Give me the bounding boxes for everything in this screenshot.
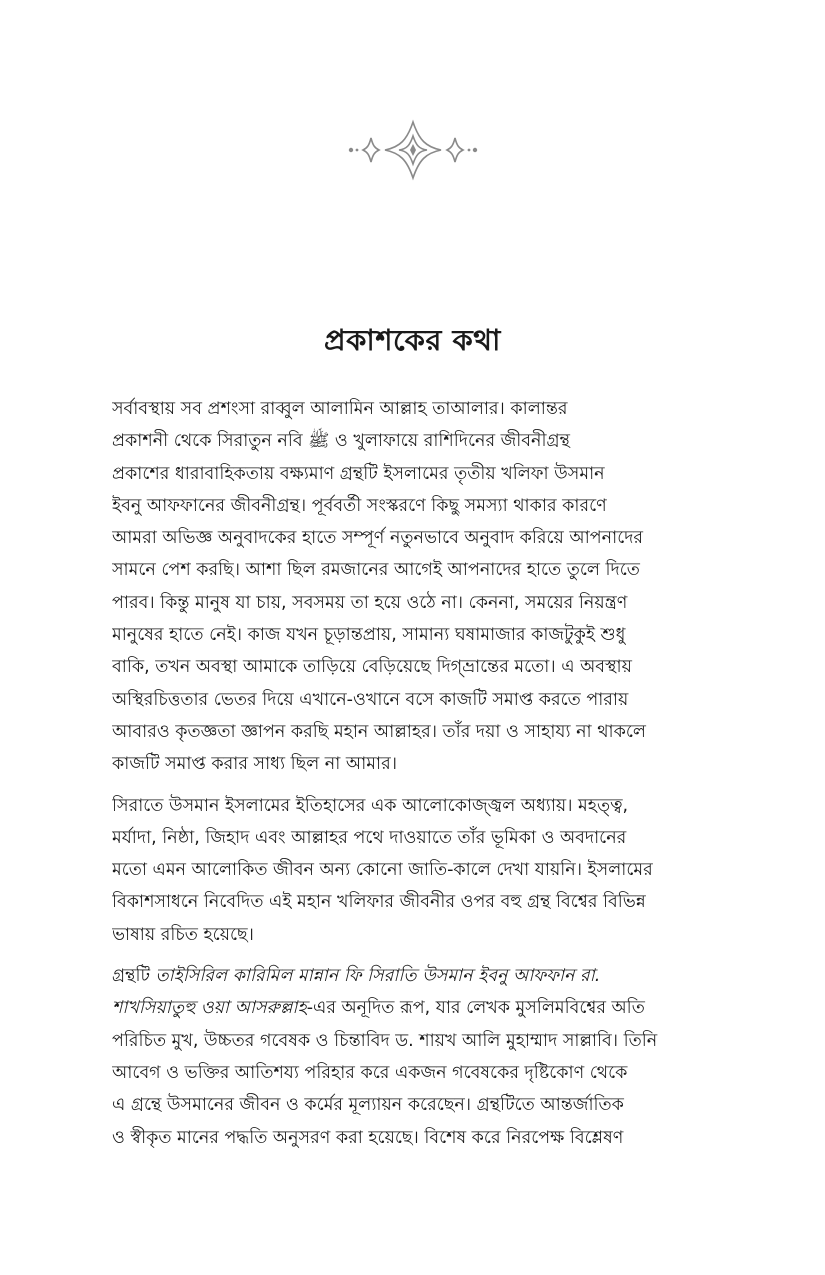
text-line: পরিচিত মুখ, উচ্চতর গবেষক ও চিন্তাবিদ ড. শায়খ আলি মুহাম্মাদ সাল্লাবি। তিনি xyxy=(112,1030,658,1051)
text-line: মানুষের হাতে নেই। কাজ যখন চূড়ান্তপ্রায়, সামান্য ঘষামাজার কাজটুকুই শুধু xyxy=(112,625,626,646)
page-title: প্রকাশকের কথা xyxy=(324,323,501,357)
text-line: ইবনু আফফানের জীবনীগ্রন্থ। পূর্ববর্তী সংস্করণে কিছু সমস্যা থাকার কারণে xyxy=(112,495,607,516)
text-segment: গ্রন্থটি xyxy=(112,966,156,987)
text-line: অস্থিরচিত্ততার ভেতর দিয়ে এখানে-ওখানে বসে কাজটি সমাপ্ত করতে পারায় xyxy=(112,689,629,710)
text-line: মতো এমন আলোকিত জীবন অন্য কোনো জাতি-কালে দেখা যায়নি। ইসলামের xyxy=(112,860,653,881)
text-line: আবেগ ও ভক্তির আতিশয্য পরিহার করে একজন গবেষকের দৃষ্টিকোণ থেকে xyxy=(112,1062,628,1083)
text-line xyxy=(112,960,717,992)
paragraph-2 xyxy=(112,790,717,951)
paragraph-1 xyxy=(112,393,717,781)
book-title-italic: শাখসিয়াতুহু ওয়া আসরুল্লাহ xyxy=(112,998,307,1019)
text-line: মর্যাদা, নিষ্ঠা, জিহাদ এবং আল্লাহর পথে দাওয়াতে তাঁর ভূমিকা ও অবদানের xyxy=(112,827,627,848)
text-line: এ গ্রন্থে উসমানের জীবন ও কর্মের মূল্যায়ন করেছেন। গ্রন্থটিতে আন্তর্জাতিক xyxy=(112,1095,624,1116)
text-line: ও স্বীকৃত মানের পদ্ধতি অনুসরণ করা হয়েছে। বিশেষ করে নিরপেক্ষ বিশ্লেষণ xyxy=(112,1127,624,1148)
text-line xyxy=(112,992,717,1024)
text-line: পারব। কিন্তু মানুষ যা চায়, সবসময় তা হয়ে ওঠে না। কেননা, সময়ের নিয়ন্ত্রণ xyxy=(112,592,628,613)
text-line: প্রকাশের ধারাবাহিকতায় বক্ষ্যমাণ গ্রন্থটি ইসলামের তৃতীয় খলিফা উসমান xyxy=(112,463,605,484)
text-line: আবারও কৃতজ্ঞতা জ্ঞাপন করছি মহান আল্লাহর। তাঁর দয়া ও সাহায্য না থাকলে xyxy=(112,721,646,742)
ornament-icon xyxy=(345,118,481,182)
paragraph-3 xyxy=(112,960,717,1154)
body-text xyxy=(112,393,717,1163)
book-title-italic: তাইসিরিল কারিমিল মান্নান ফি সিরাতি উসমান ইবনু আফফান রা. xyxy=(155,966,601,987)
text-line: বাকি, তখন অবস্থা আমাকে তাড়িয়ে বেড়িয়েছে দিগ্‌ভ্রান্তের মতো। এ অবস্থায় xyxy=(112,657,632,678)
text-line: সর্বাবস্থায় সব প্রশংসা রাব্বুল আলামিন আল্লাহ তাআলার। কালান্তর xyxy=(112,399,568,419)
text-line: বিকাশসাধনে নিবেদিত এই মহান খলিফার জীবনীর ওপর বহু গ্রন্থ বিশ্বের বিভিন্ন xyxy=(112,892,646,913)
text-line: সিরাতে উসমান ইসলামের ইতিহাসের এক আলোকোজ্জ্বল অধ্যায়। মহত্ত্ব, xyxy=(112,795,629,816)
text-line: কাজটি সমাপ্ত করার সাধ্য ছিল না আমার। xyxy=(112,754,397,775)
text-line: প্রকাশনী থেকে সিরাতুন নবি ﷺ ও খুলাফায়ে রাশিদিনের জীবনীগ্রন্থ xyxy=(112,431,570,452)
text-segment: -এর অনূদিত রূপ, যার লেখক মুসলিমবিশ্বের অতি xyxy=(306,998,645,1019)
text-line: ভাষায় রচিত হয়েছে। xyxy=(112,924,254,945)
text-line: আমরা অভিজ্ঞ অনুবাদকের হাতে সম্পূর্ণ নতুনভাবে অনুবাদ করিয়ে আপনাদের xyxy=(112,528,644,549)
text-line: সামনে পেশ করছি। আশা ছিল রমজানের আগেই আপনাদের হাতে তুলে দিতে xyxy=(112,560,640,581)
